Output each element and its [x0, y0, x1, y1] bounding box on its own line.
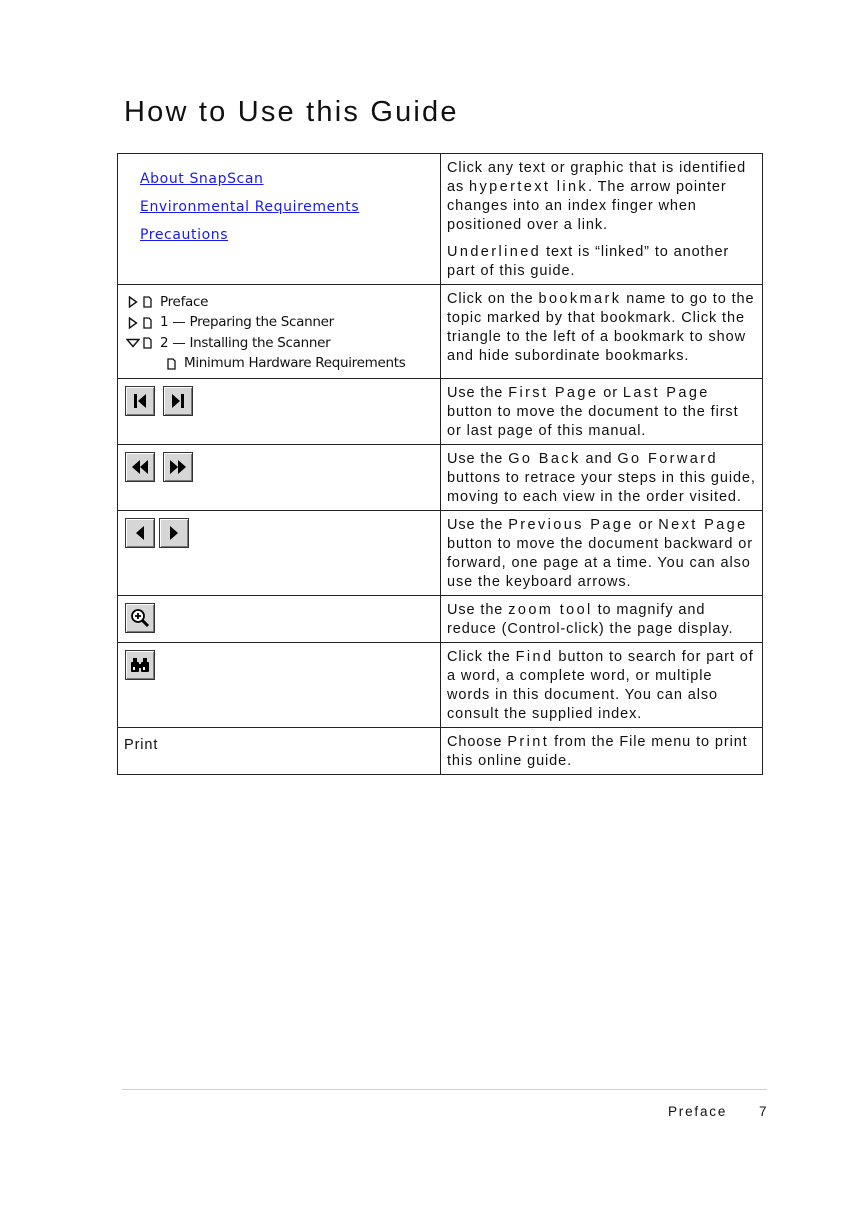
- example-cell: [118, 596, 441, 643]
- first-page-button[interactable]: [125, 386, 155, 416]
- table-row: [118, 728, 763, 775]
- description-text: Use the Previous Page or Next Page button to move the document backward or forward, one page at a time. You can also use the keyboard arrows.: [447, 517, 753, 590]
- footer-section-name: Preface: [668, 1104, 728, 1119]
- description-text: Use the Go Back and Go Forward buttons to retrace your steps in this guide, moving to each view in the order visited.: [447, 451, 756, 505]
- description-cell: [441, 445, 763, 511]
- description-text: Use the First Page or Last Page button to move the document to the first or last page of this manual.: [447, 385, 739, 439]
- table-row: [118, 379, 763, 445]
- table-row: [118, 154, 763, 285]
- link-list: [118, 154, 440, 249]
- previous-page-icon: [130, 523, 150, 543]
- bookmark-label: 1 — Preparing the Scanner: [160, 314, 334, 331]
- description-cell: [441, 379, 763, 445]
- description-cell: [441, 285, 763, 379]
- go-back-button[interactable]: [125, 452, 155, 482]
- example-cell: [118, 643, 441, 728]
- bookmark-label: Preface: [160, 293, 209, 310]
- next-page-icon: [164, 523, 184, 543]
- description-text: Use the zoom tool to magnify and reduce (Control-click) the page display.: [447, 602, 734, 637]
- triangle-down-icon[interactable]: [126, 338, 140, 348]
- description-cell: [441, 643, 763, 728]
- button-group: [118, 643, 440, 680]
- button-group: [118, 511, 440, 548]
- bookmark-installing[interactable]: [126, 333, 440, 354]
- go-forward-button[interactable]: [163, 452, 193, 482]
- previous-page-button[interactable]: [125, 518, 155, 548]
- zoom-button[interactable]: [125, 603, 155, 633]
- page-icon: [142, 337, 153, 349]
- description-cell: [441, 596, 763, 643]
- bookmark-min-hardware[interactable]: [126, 354, 440, 375]
- button-group: [118, 379, 440, 416]
- description-text: Click on the bookmark name to go to the topic marked by that bookmark. Click the triangle to the left of a bookmark to show and hide subordinate bookmarks.: [447, 291, 755, 364]
- triangle-right-icon[interactable]: [126, 317, 140, 329]
- link-about-snapscan[interactable]: About SnapScan: [140, 171, 264, 187]
- description-cell: [441, 728, 763, 775]
- link-environmental-requirements[interactable]: Environmental Requirements: [140, 199, 360, 215]
- table-row: [118, 643, 763, 728]
- table-row: [118, 285, 763, 379]
- description-cell: [441, 511, 763, 596]
- example-cell: [118, 154, 441, 285]
- description-text: Underlined text is “linked” to another part of this guide.: [447, 244, 730, 279]
- next-page-button[interactable]: [159, 518, 189, 548]
- last-page-button[interactable]: [163, 386, 193, 416]
- page-icon: [142, 317, 153, 329]
- example-cell: [118, 379, 441, 445]
- bookmark-label: Minimum Hardware Requirements: [184, 355, 406, 372]
- find-binoculars-icon: [129, 655, 151, 675]
- footer-divider: [122, 1089, 767, 1090]
- link-precautions[interactable]: Precautions: [140, 227, 229, 243]
- table-row: [118, 511, 763, 596]
- page-icon: [166, 358, 177, 370]
- example-cell: [118, 445, 441, 511]
- page-icon: [142, 296, 153, 308]
- page-title: How to Use this Guide: [124, 96, 459, 128]
- bookmark-label: 2 — Installing the Scanner: [160, 334, 331, 351]
- first-page-icon: [130, 391, 150, 411]
- description-text: Choose Print from the File menu to print this online guide.: [447, 734, 748, 769]
- go-forward-icon: [167, 457, 189, 477]
- print-label: Print: [124, 737, 159, 753]
- example-cell: [118, 285, 441, 379]
- bookmark-preparing[interactable]: [126, 313, 440, 334]
- go-back-icon: [129, 457, 151, 477]
- bookmark-panel: [118, 285, 440, 378]
- find-button[interactable]: [125, 650, 155, 680]
- bookmark-preface[interactable]: [126, 292, 440, 313]
- guide-table: [117, 153, 763, 775]
- button-group: [118, 445, 440, 482]
- table-row: [118, 596, 763, 643]
- description-cell: [441, 154, 763, 285]
- zoom-icon: [129, 607, 151, 629]
- footer-page-number: 7: [759, 1104, 767, 1119]
- example-cell: [118, 728, 441, 775]
- last-page-icon: [168, 391, 188, 411]
- example-cell: [118, 511, 441, 596]
- description-text: Click any text or graphic that is identified as hypertext link. The arrow pointer changes into an index finger when positioned over a link.: [447, 160, 747, 233]
- description-text: Click the Find button to search for part of a word, a complete word, or multiple words in this document. You can also consult the supplied index.: [447, 649, 754, 722]
- button-group: [118, 596, 440, 633]
- triangle-right-icon[interactable]: [126, 296, 140, 308]
- table-row: [118, 445, 763, 511]
